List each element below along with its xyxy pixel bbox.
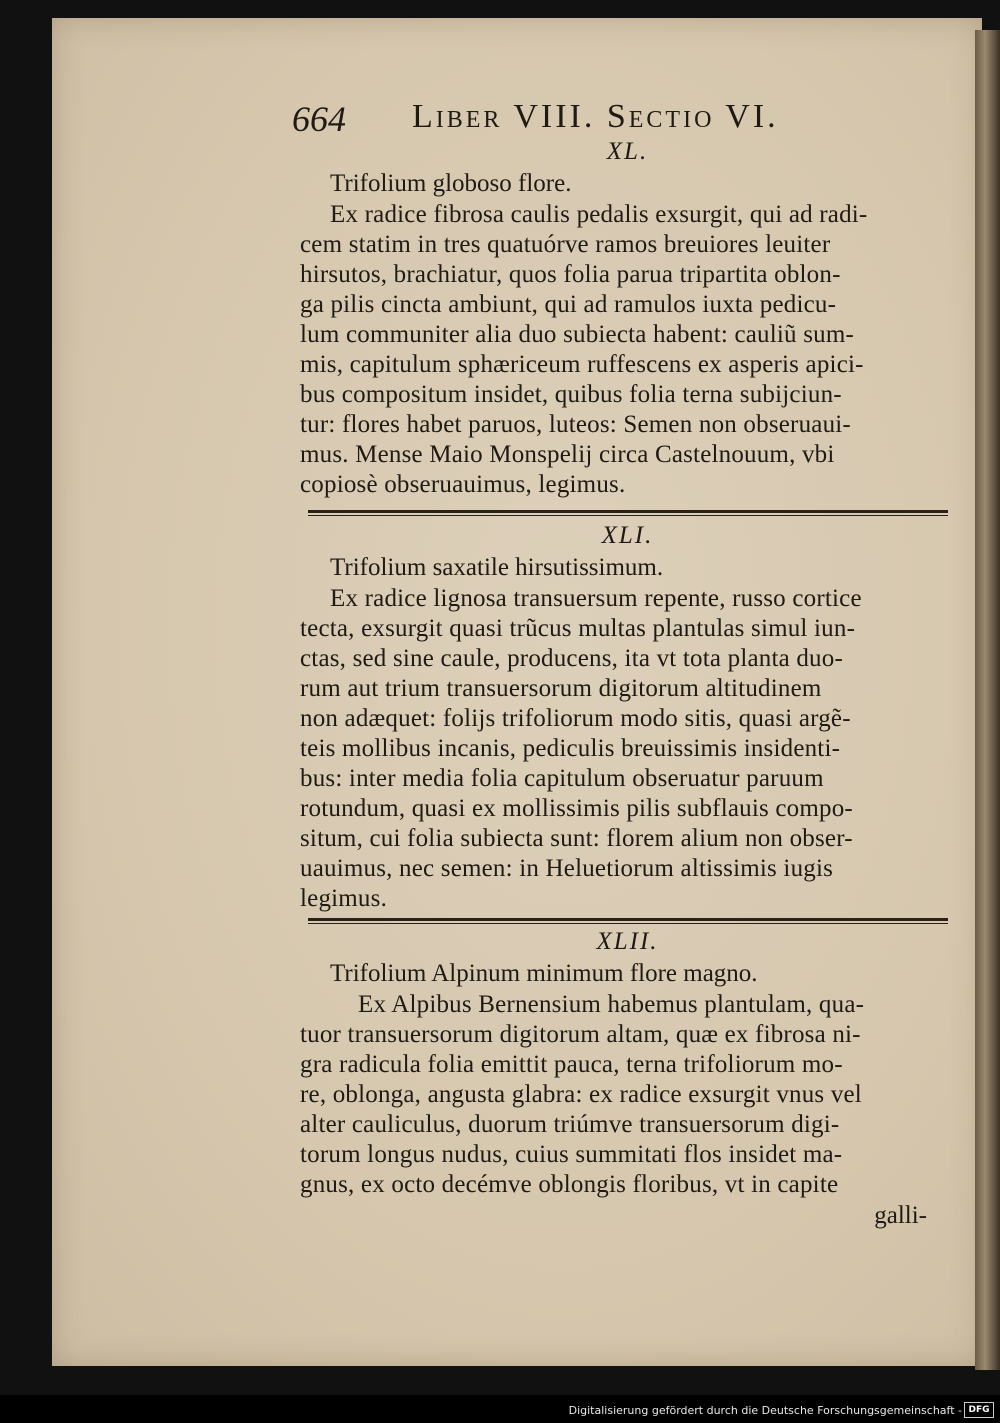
catchword: galli- [874, 1202, 927, 1229]
section-xl-line: lum communiter alia duo subiecta habent: cauliũ sum- [300, 321, 855, 348]
section-heading-xlii: XLII. [596, 928, 659, 955]
section-heading-xli: XLI. [601, 522, 654, 549]
section-xl-line: cem statim in tres quatuórve ramos breuiores leuiter [300, 231, 831, 258]
section-divider [308, 918, 948, 921]
section-xli-line: non adæquet: folijs trifoliorum modo sitis, quasi argẽ- [300, 705, 851, 732]
section-xli-line: rum aut trium transuersorum digitorum altitudinem [300, 675, 822, 702]
section-xl-line: hirsutos, brachiatur, quos folia parua tripartita oblon- [300, 261, 841, 288]
section-xli-line: legimus. [300, 885, 388, 912]
section-xli-line: uauimus, nec semen: in Heluetiorum altissimis iugis [300, 855, 834, 882]
running-title: Liber VIII. Sectio VI. [412, 98, 779, 135]
section-xlii-line: gra radicula folia emittit pauca, terna trifoliorum mo- [300, 1051, 843, 1078]
section-xli-line: teis mollibus incanis, pediculis breuissimis insidenti- [300, 735, 841, 762]
section-xli-line: bus: inter media folia capitulum obseruatur paruum [300, 765, 824, 792]
section-xli-line: tecta, exsurgit quasi trũcus multas plantulas simul iun- [300, 615, 856, 642]
section-xl-line: copiosè obseruauimus, legimus. [300, 471, 626, 498]
section-xlii-line: gnus, ex octo decémve oblongis floribus, vt in capite [300, 1171, 839, 1198]
section-xl-line: mis, capitulum sphæriceum ruffescens ex asperis apici- [300, 351, 864, 378]
section-divider [308, 510, 948, 513]
section-xlii-line: tuor transuersorum digitorum altam, quæ ex fibrosa ni- [300, 1021, 861, 1048]
section-xli-line: rotundum, quasi ex mollissimis pilis subflauis compo- [300, 795, 853, 822]
section-divider-thin [308, 923, 948, 924]
footer-credit: Digitalisierung gefördert durch die Deutsche Forschungsgemeinschaft - [568, 1404, 962, 1417]
section-xl-line: Ex radice fibrosa caulis pedalis exsurgit, qui ad radi- [330, 201, 868, 228]
dfg-logo: DFG [964, 1402, 994, 1418]
section-xl-line: ga pilis cincta ambiunt, qui ad ramulos iuxta pedicu- [300, 291, 837, 318]
book-page [52, 18, 982, 1366]
footer-bar [0, 1395, 1000, 1423]
section-xli-line: situm, cui folia subiecta sunt: florem alium non obser- [300, 825, 853, 852]
section-xl-line: tur: flores habet paruos, luteos: Semen non obseruaui- [300, 411, 851, 438]
section-xl-line: bus compositum insidet, quibus folia terna subijciun- [300, 381, 842, 408]
section-title-xl: Trifolium globoso flore. [330, 170, 572, 197]
section-xl-line: mus. Mense Maio Monspelij circa Castelnouum, vbi [300, 441, 835, 468]
page-fold-edge [975, 30, 1000, 1370]
section-xlii-line: torum longus nudus, cuius summitati flos insidet ma- [300, 1141, 843, 1168]
section-title-xli: Trifolium saxatile hirsutissimum. [330, 554, 664, 581]
section-heading-xl: XL. [606, 138, 649, 165]
section-xlii-line: Ex Alpibus Bernensium habemus plantulam, qua- [358, 991, 865, 1018]
section-xlii-line: re, oblonga, angusta glabra: ex radice exsurgit vnus vel [300, 1081, 862, 1108]
section-xlii-line: alter cauliculus, duorum triúmve transuersorum digi- [300, 1111, 840, 1138]
section-divider-thin [308, 515, 948, 516]
page-number: 664 [292, 99, 346, 139]
section-xli-line: ctas, sed sine caule, producens, ita vt tota planta duo- [300, 645, 843, 672]
section-title-xlii: Trifolium Alpinum minimum flore magno. [330, 960, 758, 987]
section-xli-line: Ex radice lignosa transuersum repente, russo cortice [330, 585, 862, 612]
